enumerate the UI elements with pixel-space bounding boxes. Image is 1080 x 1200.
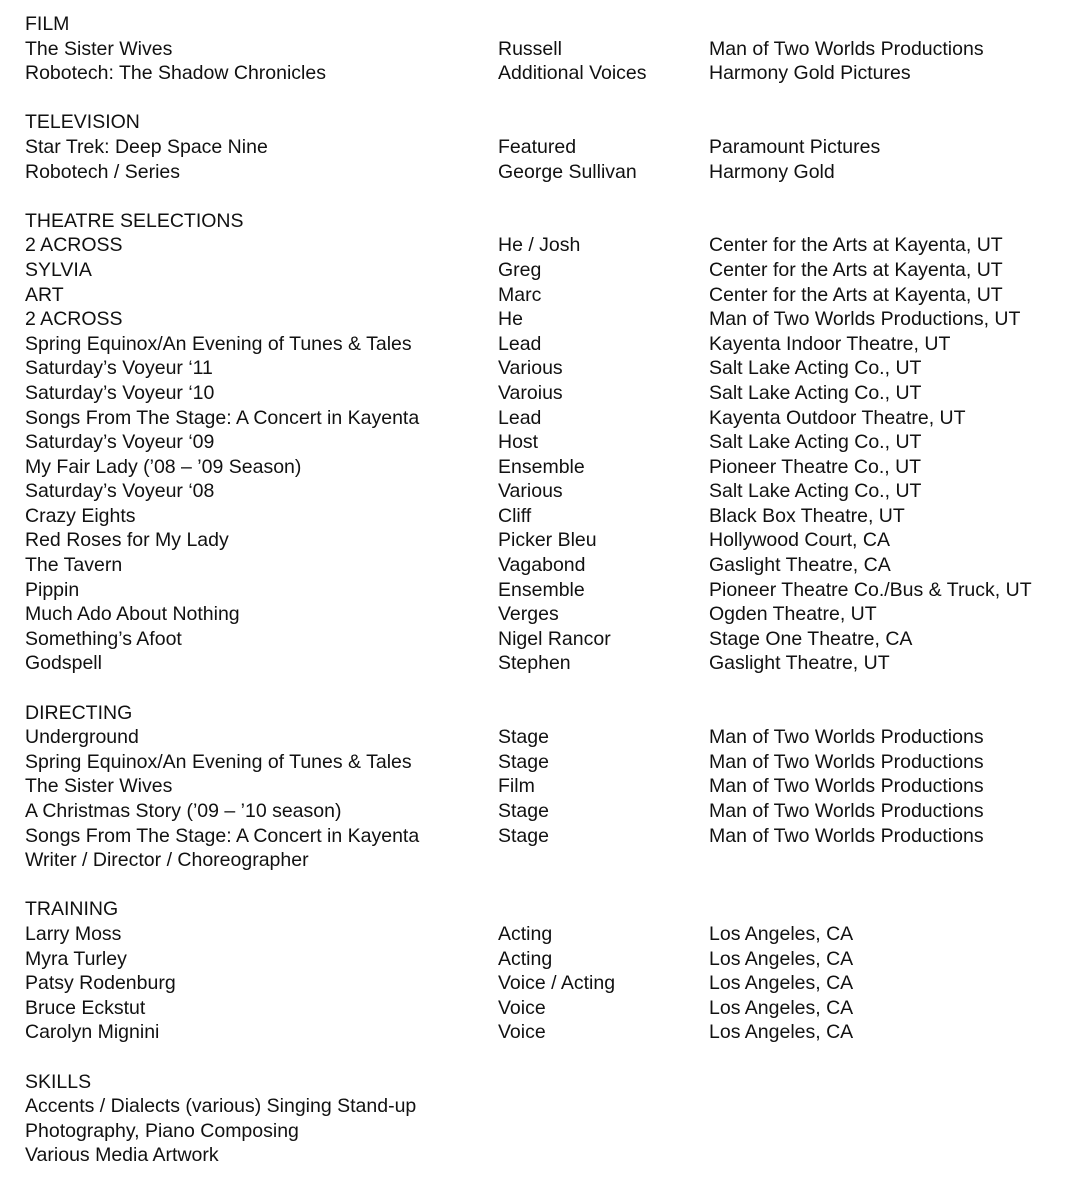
credit-company: Los Angeles, CA: [709, 1021, 854, 1044]
credit-title: Much Ado About Nothing: [25, 603, 240, 626]
credit-role: Stage: [498, 824, 549, 847]
credit-company: Los Angeles, CA: [709, 996, 854, 1019]
directing-section: [25, 701, 1065, 873]
section-heading: TRAINING: [25, 898, 119, 921]
credit-role: Voice: [498, 1021, 546, 1044]
credit-title: Something’s Afoot: [25, 627, 182, 650]
credit-company: Paramount Pictures: [709, 135, 881, 158]
skills-section: [25, 1070, 1065, 1168]
credit-row: [25, 135, 1065, 160]
credit-row: [25, 602, 1065, 627]
credit-title: Saturday’s Voyeur ‘10: [25, 381, 215, 404]
credit-row: [25, 356, 1065, 381]
credit-role: Marc: [498, 283, 542, 306]
credit-role: Greg: [498, 258, 542, 281]
credit-role: Stage: [498, 726, 549, 749]
section-heading: DIRECTING: [25, 701, 133, 724]
credit-role: Cliff: [498, 504, 532, 527]
credit-row: [25, 479, 1065, 504]
skills-title: SKILLS: [25, 1070, 92, 1093]
credit-company: Pioneer Theatre Co./Bus & Truck, UT: [709, 578, 1032, 601]
credit-company: Center for the Arts at Kayenta, UT: [709, 283, 1003, 306]
credit-company: Salt Lake Acting Co., UT: [709, 381, 922, 404]
credit-row: [25, 848, 1065, 873]
skills-line: Various Media Artwork: [25, 1144, 219, 1167]
credit-title: Bruce Eckstut: [25, 996, 146, 1019]
credit-row: [25, 774, 1065, 799]
training-section: [25, 897, 1065, 1045]
credit-role: Lead: [498, 332, 542, 355]
credit-title: SYLVIA: [25, 258, 92, 281]
credit-company: Center for the Arts at Kayenta, UT: [709, 234, 1003, 257]
credit-title: Red Roses for My Lady: [25, 529, 229, 552]
credit-title: Larry Moss: [25, 922, 122, 945]
credit-role: He / Josh: [498, 234, 581, 257]
skills-line: Accents / Dialects (various) Singing Stand-up: [25, 1095, 417, 1118]
credit-role: He: [498, 308, 523, 331]
credit-title: Spring Equinox/An Evening of Tunes & Tales: [25, 332, 412, 355]
theatre-selections-section: [25, 209, 1065, 676]
credit-role: Stage: [498, 800, 549, 822]
credit-role: George Sullivan: [498, 160, 637, 183]
film-section: [25, 12, 1065, 86]
credit-role: Voice / Acting: [498, 972, 616, 995]
television-section: [25, 110, 1065, 184]
credit-row: [25, 553, 1065, 578]
credit-title: The Sister Wives: [25, 775, 173, 798]
credit-company: Harmony Gold Pictures: [709, 62, 911, 85]
credit-company: Man of Two Worlds Productions: [709, 750, 984, 773]
credit-role: Featured: [498, 135, 577, 158]
credit-title: 2 ACROSS: [25, 234, 123, 257]
credit-role: Various: [498, 480, 563, 503]
credit-title: Saturday’s Voyeur ‘08: [25, 480, 215, 503]
credit-row: [25, 258, 1065, 283]
credit-row: [25, 61, 1065, 86]
credit-company: Center for the Arts at Kayenta, UT: [709, 258, 1003, 281]
credit-company: Salt Lake Acting Co., UT: [709, 480, 922, 503]
credit-row: [25, 971, 1065, 996]
credit-row: [25, 799, 1065, 824]
credit-row: [25, 332, 1065, 357]
credit-title: Crazy Eights: [25, 504, 136, 527]
credit-title: Star Trek: Deep Space Nine: [25, 135, 268, 158]
credit-company: Pioneer Theatre Co., UT: [709, 455, 922, 478]
credit-role: Stephen: [498, 652, 571, 675]
credit-row: [25, 283, 1065, 308]
credit-title: Spring Equinox/An Evening of Tunes & Tales: [25, 750, 412, 773]
credit-role: Verges: [498, 603, 559, 626]
credit-row: [25, 824, 1065, 849]
credit-role: Various: [498, 357, 563, 380]
credit-row: [25, 528, 1065, 553]
credit-role: Russell: [498, 37, 562, 60]
credit-title: 2 ACROSS: [25, 308, 123, 331]
credit-row: [25, 1020, 1065, 1045]
credit-company: Man of Two Worlds Productions: [709, 800, 984, 822]
section-heading: THEATRE SELECTIONS: [25, 209, 244, 232]
credit-company: Hollywood Court, CA: [709, 529, 890, 552]
credit-row: [25, 750, 1065, 775]
credit-title: The Tavern: [25, 554, 123, 577]
credit-title: Pippin: [25, 578, 80, 601]
credit-company: Los Angeles, CA: [709, 922, 854, 945]
credit-company: Gaslight Theatre, UT: [709, 652, 890, 675]
credit-role: Film: [498, 775, 535, 798]
section-heading: TELEVISION: [25, 111, 140, 134]
credit-role: Additional Voices: [498, 62, 647, 85]
credit-company: Los Angeles, CA: [709, 947, 854, 970]
credit-role: Ensemble: [498, 455, 585, 478]
credit-row: [25, 947, 1065, 972]
credit-company: Kayenta Indoor Theatre, UT: [709, 332, 951, 355]
credit-company: Stage One Theatre, CA: [709, 627, 913, 650]
credit-row: [25, 996, 1065, 1021]
credit-role: Ensemble: [498, 578, 585, 601]
credit-company: Man of Two Worlds Productions: [709, 775, 984, 798]
credit-company: Gaslight Theatre, CA: [709, 554, 891, 577]
credit-title: ART: [25, 283, 64, 306]
credit-company: Man of Two Worlds Productions: [709, 726, 984, 749]
credit-row: [25, 233, 1065, 258]
credit-row: [25, 627, 1065, 652]
credit-row: [25, 578, 1065, 603]
credit-title: Godspell: [25, 652, 102, 675]
credit-company: Man of Two Worlds Productions: [709, 824, 984, 847]
credit-title: Songs From The Stage: A Concert in Kayenta: [25, 406, 420, 429]
credit-title: Carolyn Mignini: [25, 1021, 160, 1044]
credit-company: Man of Two Worlds Productions, UT: [709, 308, 1021, 331]
credit-title: A Christmas Story (’09 – ’10 season): [25, 800, 342, 822]
credit-title: Saturday’s Voyeur ‘09: [25, 431, 215, 454]
credit-role: Picker Bleu: [498, 529, 597, 552]
credit-role: Acting: [498, 947, 553, 970]
credit-title: Robotech / Series: [25, 160, 181, 183]
section-heading: FILM: [25, 13, 70, 35]
credit-company: Harmony Gold: [709, 160, 835, 183]
credit-company: Black Box Theatre, UT: [709, 504, 905, 527]
credit-title: Underground: [25, 726, 139, 749]
credit-row: [25, 430, 1065, 455]
credit-row: [25, 37, 1065, 62]
credit-role: Voice: [498, 996, 546, 1019]
credit-row: [25, 725, 1065, 750]
credit-title: Myra Turley: [25, 947, 127, 970]
credit-row: [25, 922, 1065, 947]
credit-title: Robotech: The Shadow Chronicles: [25, 62, 326, 85]
credit-row: [25, 504, 1065, 529]
credit-title: My Fair Lady (’08 – ’09 Season): [25, 455, 302, 478]
credit-company: Los Angeles, CA: [709, 972, 854, 995]
credit-role: Varoius: [498, 381, 563, 404]
credit-title: Patsy Rodenburg: [25, 972, 176, 995]
credit-role: Stage: [498, 750, 549, 773]
credit-company: Kayenta Outdoor Theatre, UT: [709, 406, 966, 429]
credit-title: Songs From The Stage: A Concert in Kayenta: [25, 824, 420, 847]
credit-title: The Sister Wives: [25, 37, 173, 60]
credit-row: [25, 406, 1065, 431]
credit-company: Ogden Theatre, UT: [709, 603, 877, 626]
credit-company: Salt Lake Acting Co., UT: [709, 431, 922, 454]
resume-sections: [25, 12, 1065, 1045]
resume-document: [25, 12, 1065, 1193]
credit-title: Writer / Director / Choreographer: [25, 849, 309, 872]
credit-row: [25, 381, 1065, 406]
credit-row: [25, 307, 1065, 332]
credit-row: [25, 651, 1065, 676]
credit-role: Nigel Rancor: [498, 627, 611, 650]
credit-title: Saturday’s Voyeur ‘11: [25, 357, 213, 380]
credit-company: Man of Two Worlds Productions: [709, 37, 984, 60]
credit-role: Vagabond: [498, 554, 586, 577]
credit-role: Acting: [498, 922, 553, 945]
credit-company: Salt Lake Acting Co., UT: [709, 357, 922, 380]
credit-row: [25, 160, 1065, 185]
credit-row: [25, 455, 1065, 480]
credit-role: Host: [498, 431, 539, 454]
skills-line: Photography, Piano Composing: [25, 1119, 299, 1142]
credit-role: Lead: [498, 406, 542, 429]
